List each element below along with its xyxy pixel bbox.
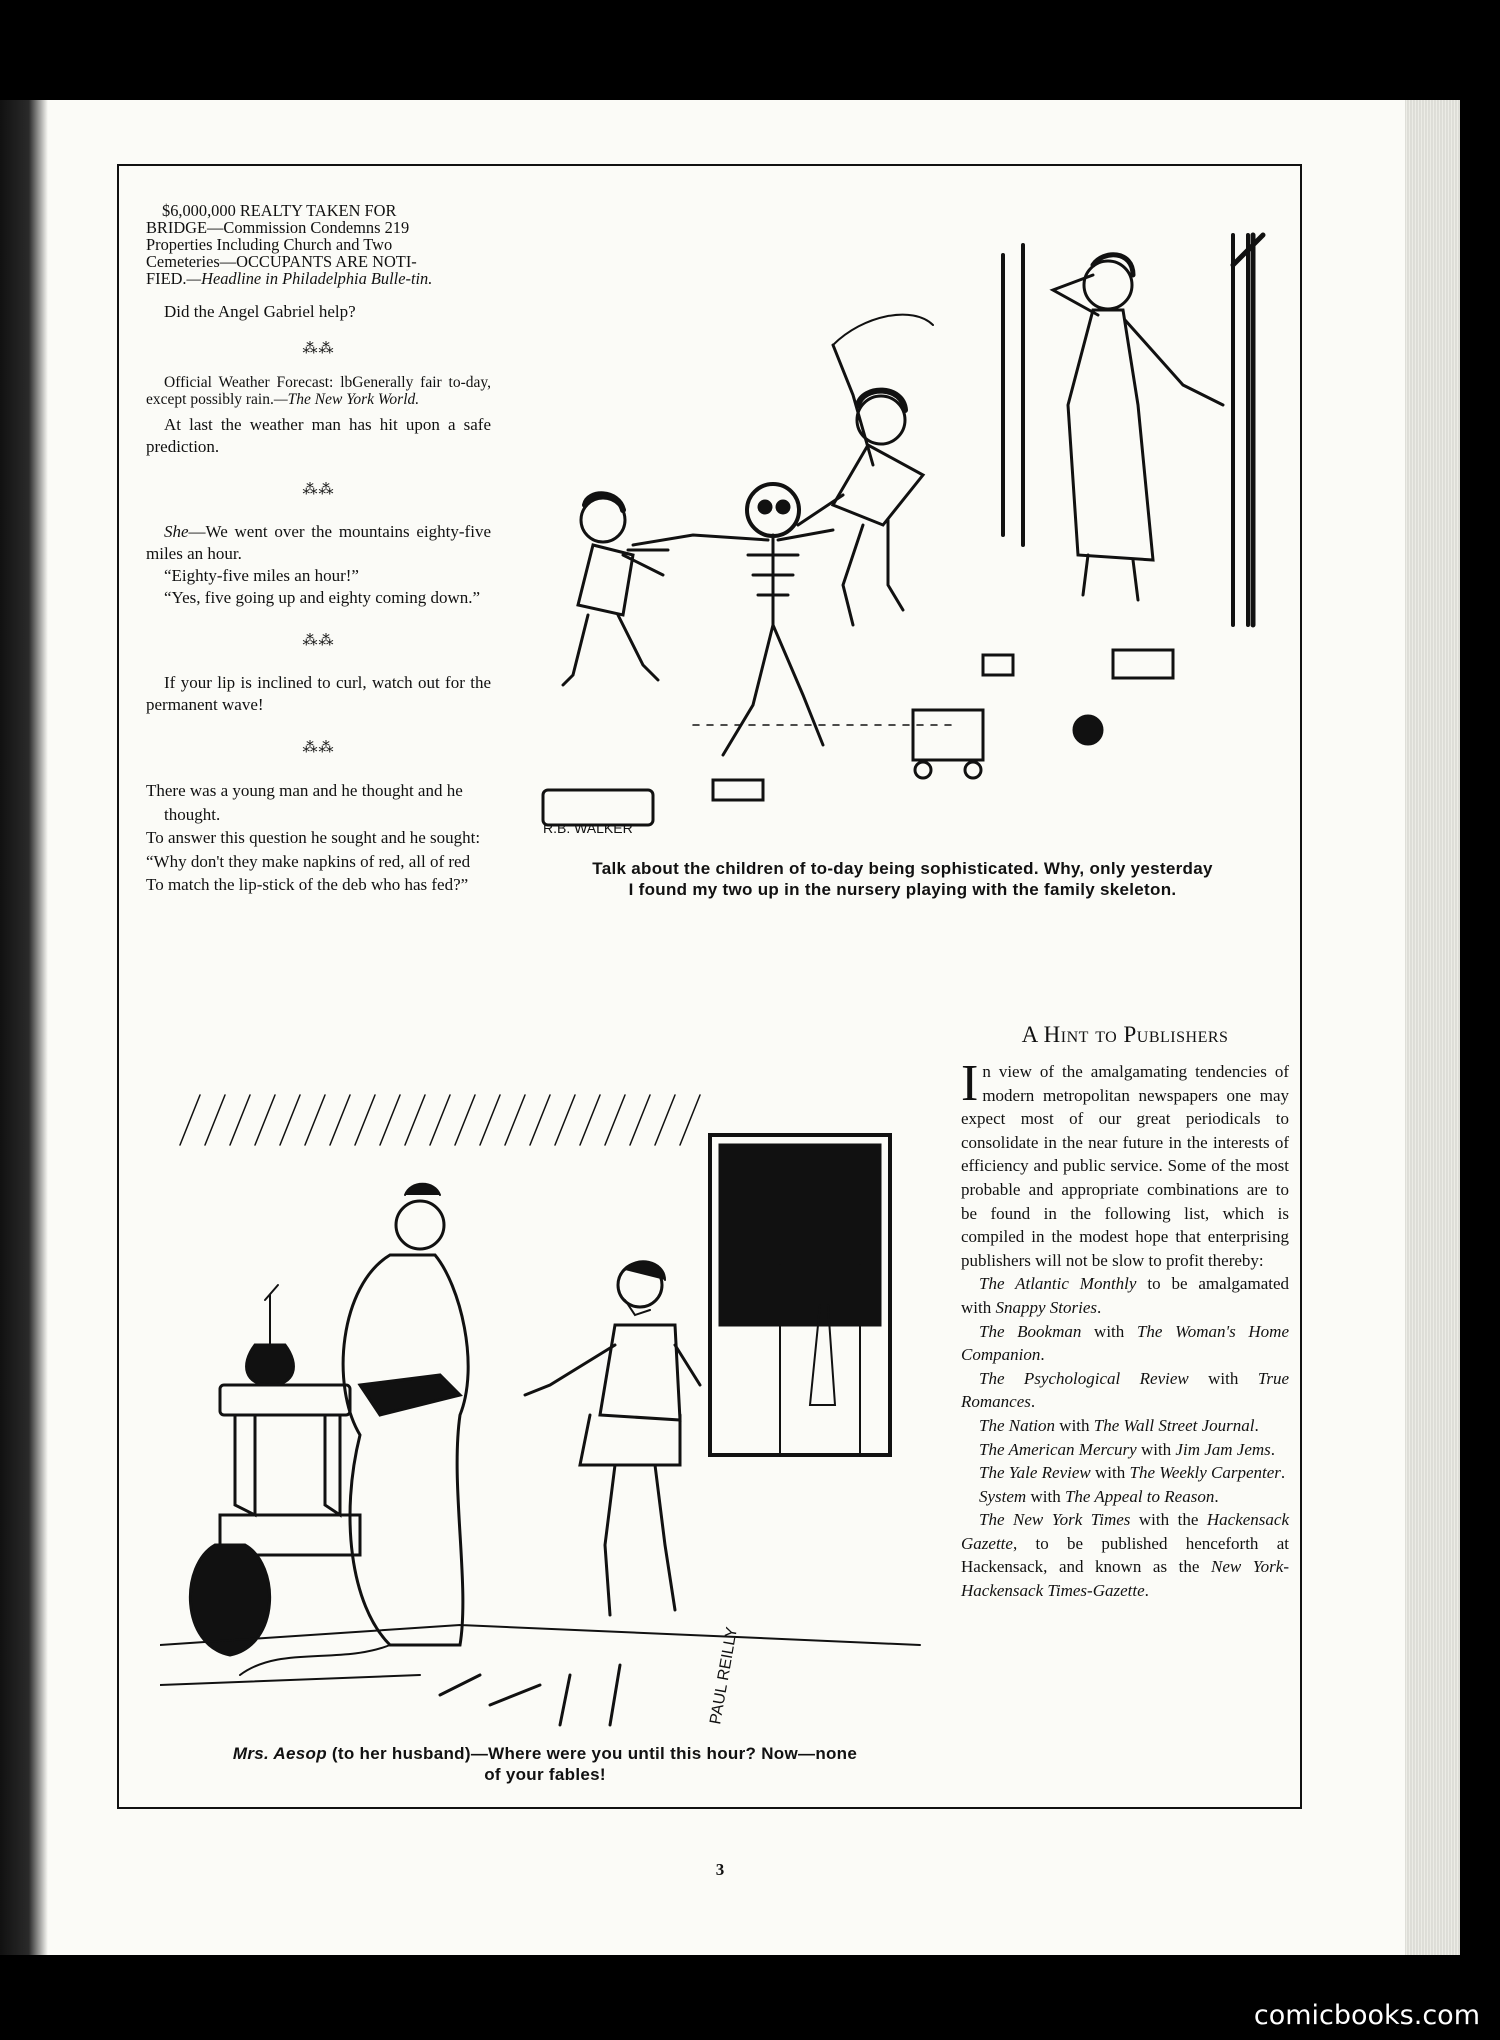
- drop-cap: I: [961, 1055, 979, 1112]
- cartoon-caption: [150, 1743, 940, 1785]
- headline-item: [146, 202, 491, 287]
- article-intro: n view of the amalgamating tendencies of modern metropolitan newspapers one may expect most of our great periodicals to consolidate in the near future in the interests of efficiency and public service. Some of the most probable and appropriate combinations are to be found in the following list, which is compiled in the modest hope that enterprising publishers will not be slow to profit thereby:: [961, 1062, 1289, 1270]
- pairing-link: to be amalgamated with: [961, 1274, 1290, 1317]
- pairing-link: with: [1055, 1415, 1094, 1435]
- pairing: [961, 1367, 1289, 1414]
- pairing-link: with: [1090, 1463, 1130, 1483]
- limerick: [146, 779, 491, 897]
- periodical-a: The Psychological Review: [979, 1368, 1189, 1388]
- skeleton-cartoon-illustration: [533, 205, 1293, 845]
- cartoon-caption: [500, 858, 1305, 900]
- periodical-a: System: [979, 1486, 1027, 1506]
- article-title: A Hint to Publishers: [1021, 1022, 1229, 1047]
- pairing: [961, 1508, 1289, 1602]
- caption-speaker: Mrs. Aesop: [232, 1744, 327, 1763]
- pairing-end: .: [1270, 1439, 1276, 1459]
- page-edges: [1405, 100, 1460, 1955]
- separator-stars: ⁂⁂: [302, 740, 335, 756]
- caption-line: of your fables!: [484, 1765, 606, 1784]
- dialogue-line: [146, 521, 491, 565]
- headline-line: Properties Including Church and Two: [146, 235, 393, 254]
- pairing-link: , to be published henceforth at Hackensack, and known as the: [961, 1533, 1289, 1577]
- headline-line: FIED.: [146, 269, 187, 288]
- separator-stars: ⁂⁂: [302, 482, 335, 498]
- periodical-a: The Yale Review: [979, 1463, 1091, 1483]
- pairing: [961, 1272, 1289, 1319]
- periodical-b: The Appeal to Reason: [1064, 1486, 1215, 1506]
- dialogue-text: —We went over the mountains eighty-five miles an hour.: [146, 522, 491, 563]
- pairing: [961, 1461, 1289, 1485]
- dialogue-line: “Eighty-five miles an hour!”: [164, 566, 359, 585]
- periodical-b: The Weekly Carpenter: [1129, 1463, 1281, 1483]
- weather-source: —The New York World.: [273, 391, 420, 408]
- periodical-b: True Romances: [961, 1368, 1289, 1412]
- periodical-b: The Woman's Home Companion: [961, 1321, 1289, 1365]
- pairing: [961, 1414, 1289, 1438]
- periodical-b: Hackensack Gazette: [961, 1510, 1289, 1553]
- jokes-column: [146, 202, 491, 897]
- hint-article: [961, 1022, 1289, 1603]
- verse-line: “Why don't they make napkins of red, all of red: [146, 851, 471, 871]
- pairing-link: with the: [1130, 1510, 1207, 1530]
- article-body: [961, 1055, 1290, 1603]
- pairing-end: .: [1254, 1415, 1259, 1435]
- caption-line: I found my two up in the nursery playing with the family skeleton.: [628, 880, 1177, 899]
- pairing-end: .: [1030, 1392, 1036, 1412]
- dialogue-line: “Yes, five going up and eighty coming down.”: [164, 588, 481, 607]
- headline-source: —Headline in Philadelphia Bulle-tin.: [186, 269, 433, 288]
- dialogue-speaker: She: [164, 522, 189, 541]
- periodical-a: The American Mercury: [979, 1439, 1137, 1459]
- caption-text: (to her husband)—Where were you until this hour? Now—none: [326, 1744, 858, 1763]
- book-spine: [0, 100, 48, 1955]
- page-number: 3: [715, 1860, 725, 1879]
- weather-lead: Official Weather Forecast: lbGenerally fair to-day, except possibly rain.: [146, 374, 491, 408]
- periodical-a: The New York Times: [979, 1510, 1131, 1530]
- pairing-end: .: [1280, 1463, 1286, 1483]
- pairing-link: with: [1081, 1321, 1137, 1341]
- cartoon-signature: PAUL REILLY: [707, 1625, 742, 1726]
- periodical-a: The Bookman: [979, 1321, 1082, 1341]
- verse-line: There was a young man and he thought and he thought.: [146, 781, 463, 824]
- weather-quip: At last the weather man has hit upon a safe prediction.: [146, 415, 491, 456]
- verse-line: To answer this question he sought and he sought:: [146, 828, 481, 848]
- caption-line: [150, 1743, 940, 1764]
- separator-stars: ⁂⁂: [302, 633, 335, 649]
- headline-line: BRIDGE—Commission Condemns 219: [146, 218, 410, 237]
- aesop-cartoon-illustration: [160, 1085, 930, 1775]
- headline-quip: Did the Angel Gabriel help?: [164, 302, 356, 321]
- background-hatching: [180, 1095, 700, 1145]
- pairing-link: with: [1188, 1368, 1258, 1388]
- pairing-end: .: [1214, 1486, 1219, 1506]
- headline-line: Cemeteries—OCCUPANTS ARE NOTI-: [146, 252, 417, 271]
- periodical-b: Snappy Stories: [995, 1297, 1098, 1317]
- periodical-a: The Atlantic Monthly: [979, 1274, 1137, 1294]
- periodical-c: New York-Hackensack Times-Gazette: [961, 1557, 1289, 1601]
- caption-line: Talk about the children of to-day being sophisticated. Why, only yesterday: [592, 859, 1213, 878]
- periodical-a: The Nation: [979, 1415, 1056, 1435]
- pairing: [961, 1320, 1289, 1367]
- joke-text: If your lip is inclined to curl, watch out for the permanent wave!: [146, 673, 491, 714]
- periodical-b: Jim Jam Jems: [1175, 1439, 1271, 1459]
- pairing-link: with: [1026, 1486, 1065, 1506]
- cartoon-signature: R.B. WALKER: [543, 820, 633, 836]
- weather-item: [146, 374, 491, 408]
- headline-line: $6,000,000 REALTY TAKEN FOR: [162, 201, 397, 220]
- pairing: [961, 1438, 1289, 1462]
- pairing-end: .: [1144, 1581, 1149, 1601]
- pairing: [961, 1485, 1289, 1509]
- pairing-end: .: [1040, 1345, 1045, 1365]
- site-watermark: comicbooks.com: [1253, 2000, 1480, 2031]
- separator-stars: ⁂⁂: [302, 341, 335, 357]
- pairing-link: with: [1136, 1439, 1176, 1459]
- verse-line: To match the lip-stick of the deb who has fed?”: [146, 875, 469, 895]
- periodical-b: The Wall Street Journal: [1093, 1415, 1255, 1435]
- pairing-end: .: [1097, 1297, 1102, 1317]
